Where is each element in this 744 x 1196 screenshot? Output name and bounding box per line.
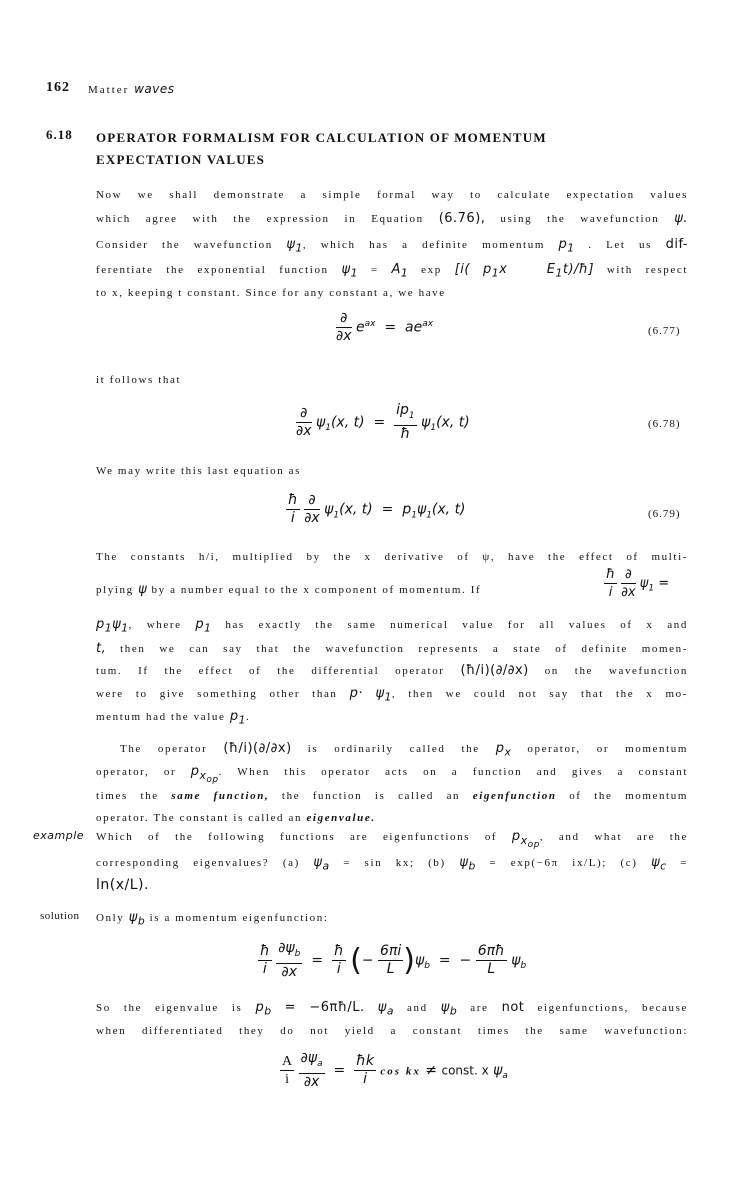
para3-line4: operator. The constant is called an eigenvalue.	[96, 812, 376, 824]
equation-label-6-78: (6.78)	[648, 418, 681, 430]
equation-label-6-77: (6.77)	[648, 325, 681, 337]
section-number: 6.18	[46, 127, 73, 142]
para1-line5: to x, keeping t constant. Since for any constant a, we have	[96, 287, 446, 299]
equation-label-6-79: (6.79)	[648, 508, 681, 520]
para2-line7: mentum had the value $p_1$.	[96, 709, 251, 727]
example-margin-label: example	[33, 829, 85, 842]
solution-equation-2: $\frac{A}{i}$ $\frac{\partial\psi_a}{\partial x}$ = $\frac{ħk}{i}$ cos kx ≠ const. x $\psi_a$	[282, 1050, 508, 1090]
example-line1: Which of the following functions are eigenfunctions of $p_{x_{op}}$, and what are the	[96, 829, 688, 850]
para3-line1: The operator (ħ/i)(∂/∂x) is ordinarily called the $p_x$ operator, or momentum	[120, 741, 688, 759]
page-number: 162	[46, 80, 70, 95]
para2-line3: $p_1\psi_1$, where $p_1$ has exactly the same numerical value for all values of x and	[96, 617, 688, 635]
para1-line4: ferentiate the exponential function $\psi_1 = A_1$ exp [i( $p_1x$ $E_1t)/ħ$] with respect	[96, 262, 689, 280]
para2-line4: t, then we can say that the wavefunction represents a state of definite momen-	[96, 641, 688, 656]
example-line3: ln(x/L).	[96, 877, 149, 893]
para2-line1: The constants h/i, multiplied by the x derivative of ψ, have the effect of multi-	[96, 551, 688, 563]
equation-6-78: $\frac{\partial}{\partial x}$ $\psi_1(x$, t) = $\frac{ip_1}{ħ}$ $\psi_1(x$, t)	[296, 402, 470, 442]
para3-line2: operator, or $p_{x_{op}}$. When this operator acts on a function and gives a constant	[96, 764, 688, 785]
running-title: Matter waves	[88, 82, 175, 96]
section-title: OPERATOR FORMALISM FOR CALCULATION OF MOMENTUM EXPECTATION VALUES	[96, 130, 547, 167]
solution-line3: when differentiated they do not yield a constant times the same wavefunction:	[96, 1025, 688, 1037]
example-line2: corresponding eigenvalues? (a) $\psi_a = \sin$ kx; (b) $\psi_b = \exp(-6\pi$ ix/L); (c) $\psi_c$ =	[96, 855, 688, 873]
equation-6-79: $\frac{ħ}{i}$ $\frac{\partial}{\partial x}$ $\psi_1(x$, $t) = p_1\psi_1(x$, t)	[288, 492, 466, 526]
equation-6-77: $\frac{\partial}{\partial x}$ $e^{ax} = ae^{ax}$	[336, 310, 434, 344]
para2-line5: tum. If the effect of the differential operator (ħ/i)(∂/∂x) on the wavefunction	[96, 663, 688, 678]
para2-line6: were to give something other than $p\cdot \psi_1$, then we could not say that the x mo-	[96, 686, 689, 704]
para2-line2: plying ψ by a number equal to the x component of momentum. If	[96, 582, 482, 597]
para2-inline-equation: $\frac{ħ}{i}$ $\frac{\partial}{\partial x}$ $\psi_1$ =	[606, 567, 670, 600]
solution-margin-label: solution	[40, 910, 80, 922]
solution-line1: Only $\psi_b$ is a momentum eigenfunction:	[96, 910, 329, 928]
it-follows-that: it follows that	[96, 374, 182, 386]
para1-line1: Now we shall demonstrate a simple formal way to calculate expectation values	[96, 189, 688, 201]
para1-line2: which agree with the expression in Equation (6.76), using the wavefunction ψ.	[96, 211, 689, 226]
para1-line3: Consider the wavefunction $\psi_1$, which has a definite momentum $p_1$ . Let us dif-	[96, 237, 688, 255]
para3-line3: times the same function, the function is called an eigenfunction of the momentum	[96, 790, 688, 802]
solution-equation-1: $\frac{ħ}{i}$ $\frac{\partial\psi_b}{\partial x}$ = $\frac{ħ}{i}$ (− $\frac{6\pi i}{L}$ )$\psi_b$ = − $\frac{6\pi ħ}{L}$ $\psi_b$	[260, 940, 527, 980]
we-may-write: We may write this last equation as	[96, 465, 302, 477]
solution-line2: So the eigenvalue is $p_b$ = −6πħ/L. $\psi_a$ and $\psi_b$ are not eigenfunctions, because	[96, 1000, 689, 1018]
